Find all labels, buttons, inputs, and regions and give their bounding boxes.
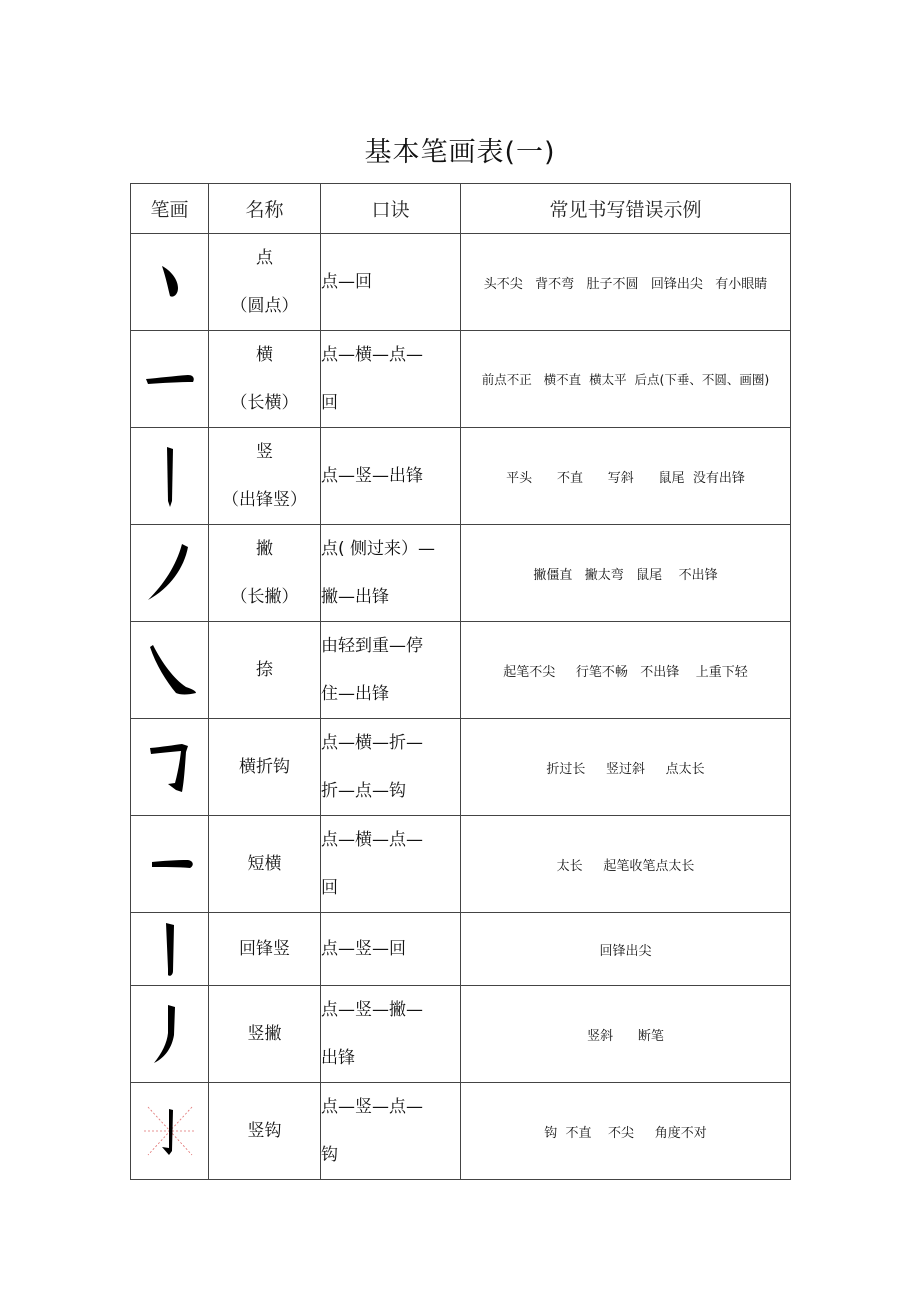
rhyme-cell [321, 525, 461, 622]
stroke-cell [131, 622, 209, 719]
name-cell [209, 1083, 321, 1180]
hengzhegou-stroke-icon [140, 732, 200, 802]
rhyme-line: 点—横—点— [321, 345, 423, 365]
name-cell [209, 986, 321, 1083]
rhyme-line: 点—横—点— [321, 830, 423, 850]
rhyme-line: 点—竖—回 [321, 939, 406, 959]
errors-cell: 撇僵直 撇太弯 鼠尾 不出锋 [461, 525, 791, 622]
errors-cell: 竖斜 断笔 [461, 986, 791, 1083]
header-rhyme: 口诀 [321, 184, 461, 234]
rhyme-line: 点( 侧过来）— [321, 539, 436, 559]
stroke-cell [131, 719, 209, 816]
rhyme-line: 回 [321, 393, 338, 413]
rhyme-cell [321, 816, 461, 913]
errors-cell: 前点不正 横不直 横太平 后点(下垂、不圆、画圈) [461, 331, 791, 428]
rhyme-cell [321, 331, 461, 428]
stroke-name-sub: （长撇） [230, 587, 299, 607]
stroke-name: 点 [256, 248, 273, 268]
name-cell [209, 622, 321, 719]
errors-cell: 太长 起笔收笔点太长 [461, 816, 791, 913]
stroke-table [130, 183, 791, 1180]
header-name: 名称 [209, 184, 321, 234]
rhyme-line: 回 [321, 878, 338, 898]
header-errors: 常见书写错误示例 [461, 184, 791, 234]
stroke-cell [131, 331, 209, 428]
shu-stroke-icon [140, 441, 200, 511]
stroke-name: 横 [256, 345, 273, 365]
name-cell [209, 719, 321, 816]
rhyme-line: 点—横—折— [321, 733, 423, 753]
stroke-name: 捺 [256, 660, 273, 680]
errors-cell: 平头 不直 写斜 鼠尾 没有出锋 [461, 428, 791, 525]
na-stroke-icon [140, 635, 200, 705]
rhyme-cell [321, 719, 461, 816]
name-cell [209, 331, 321, 428]
rhyme-cell [321, 622, 461, 719]
stroke-name: 横折钩 [239, 757, 290, 777]
rhyme-line: 点—回 [321, 272, 372, 292]
stroke-name: 竖撇 [247, 1024, 282, 1044]
stroke-cell [131, 428, 209, 525]
name-cell [209, 913, 321, 986]
stroke-name: 竖钩 [247, 1121, 282, 1141]
rhyme-cell [321, 428, 461, 525]
stroke-name: 撇 [256, 539, 273, 559]
name-cell [209, 525, 321, 622]
stroke-name-sub: （圆点） [230, 296, 299, 316]
rhyme-line: 由轻到重—停 [321, 636, 423, 656]
errors-cell: 折过长 竖过斜 点太长 [461, 719, 791, 816]
stroke-name-sub: （出锋竖） [222, 490, 307, 510]
table-row [131, 428, 791, 525]
table-row [131, 331, 791, 428]
name-cell [209, 428, 321, 525]
name-cell [209, 234, 321, 331]
shugou-stroke-icon [140, 1099, 200, 1163]
stroke-cell [131, 986, 209, 1083]
errors-cell: 头不尖 背不弯 肚子不圆 回锋出尖 有小眼睛 [461, 234, 791, 331]
pie-stroke-icon [140, 538, 200, 608]
rhyme-line: 撇—出锋 [321, 587, 389, 607]
rhyme-line: 住—出锋 [321, 684, 389, 704]
shupie-stroke-icon [140, 999, 200, 1069]
header-row [131, 184, 791, 234]
huifengshu-stroke-icon [140, 917, 200, 981]
table-row [131, 234, 791, 331]
stroke-cell [131, 816, 209, 913]
table-row [131, 525, 791, 622]
stroke-cell [131, 234, 209, 331]
header-stroke: 笔画 [131, 184, 209, 234]
errors-cell: 钩 不直 不尖 角度不对 [461, 1083, 791, 1180]
table-row [131, 986, 791, 1083]
rhyme-cell [321, 986, 461, 1083]
rhyme-line: 钩 [321, 1145, 338, 1165]
rhyme-line: 点—竖—出锋 [321, 466, 423, 486]
errors-cell: 回锋出尖 [461, 913, 791, 986]
stroke-cell [131, 1083, 209, 1180]
rhyme-line: 折—点—钩 [321, 781, 406, 801]
rhyme-line: 点—竖—点— [321, 1097, 423, 1117]
name-cell [209, 816, 321, 913]
stroke-cell [131, 525, 209, 622]
rhyme-cell [321, 913, 461, 986]
stroke-name: 竖 [256, 442, 273, 462]
duanheng-stroke-icon [140, 834, 200, 894]
table-row [131, 1083, 791, 1180]
page-title: 基本笔画表(一) [364, 137, 556, 168]
stroke-name: 短横 [247, 854, 282, 874]
heng-stroke-icon [140, 349, 200, 409]
rhyme-line: 出锋 [321, 1048, 355, 1068]
table-row [131, 622, 791, 719]
errors-cell: 起笔不尖 行笔不畅 不出锋 上重下轻 [461, 622, 791, 719]
table-row [131, 913, 791, 986]
rhyme-line: 点—竖—撇— [321, 1000, 423, 1020]
stroke-name-sub: （长横） [230, 393, 299, 413]
table-row [131, 719, 791, 816]
rhyme-cell [321, 1083, 461, 1180]
rhyme-cell [321, 234, 461, 331]
stroke-cell [131, 913, 209, 986]
table-row [131, 816, 791, 913]
stroke-name: 回锋竖 [239, 939, 290, 959]
dian-stroke-icon [140, 252, 200, 312]
